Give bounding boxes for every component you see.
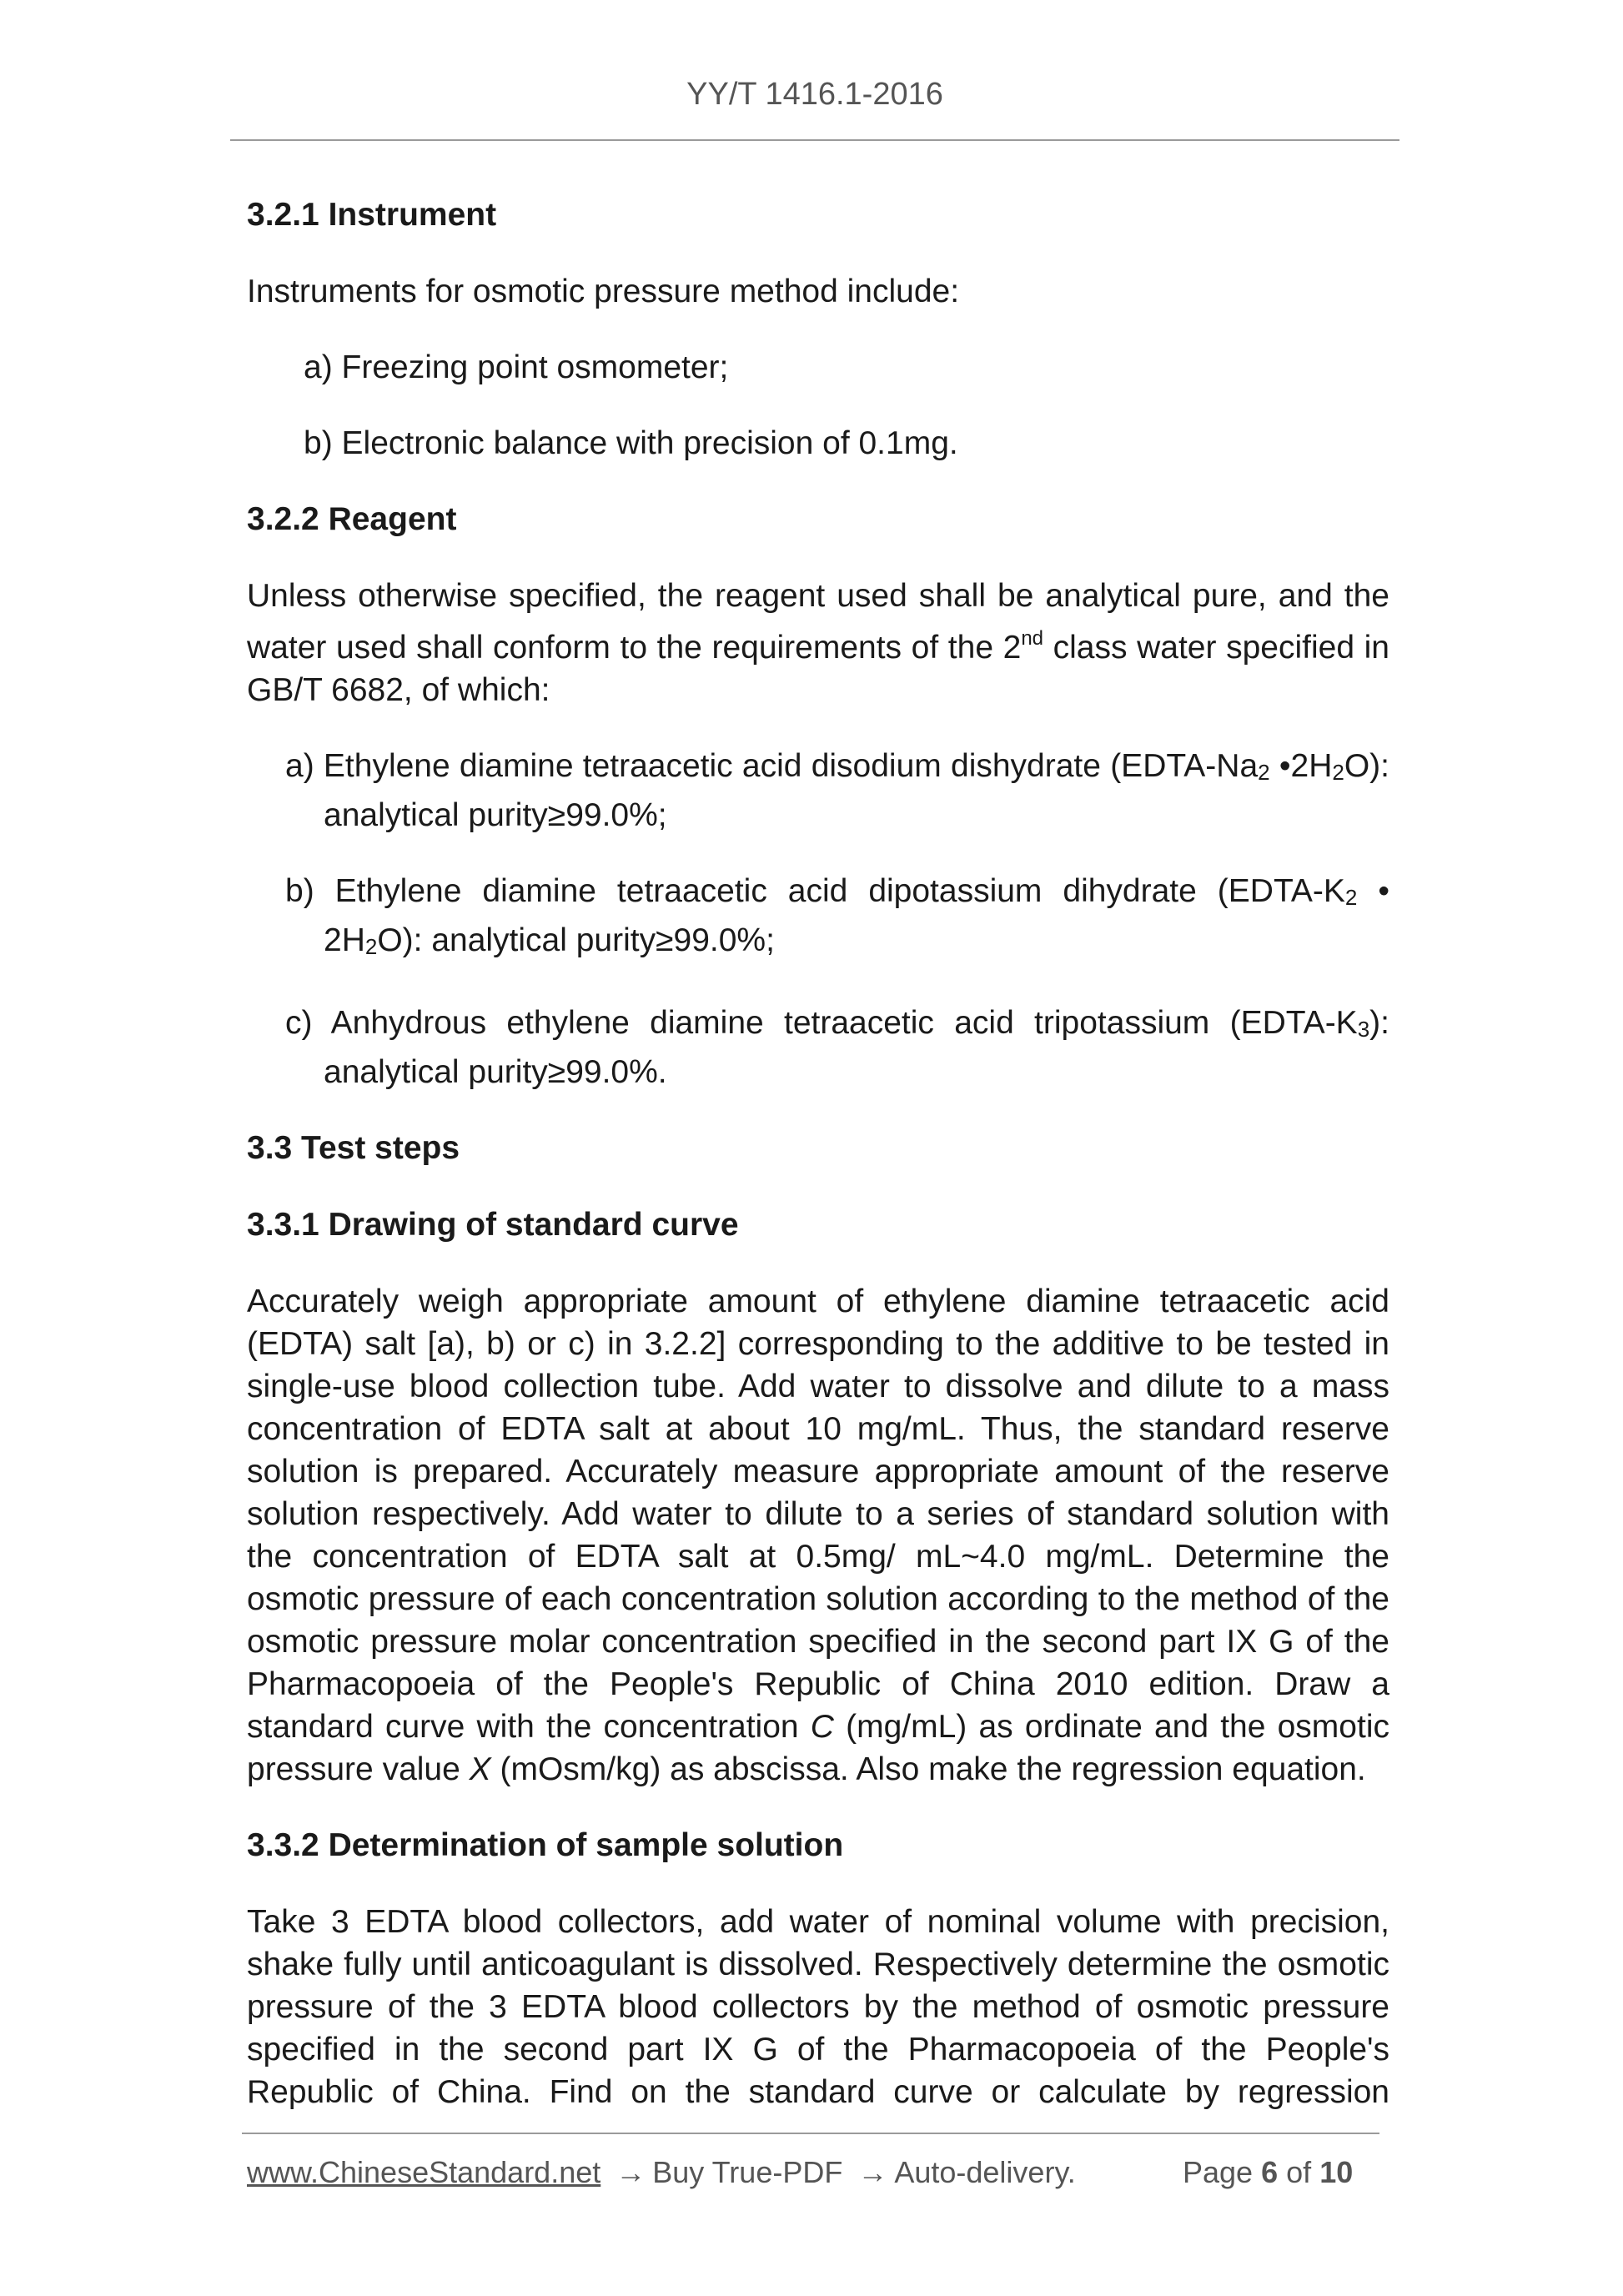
reagent-item-c: c) Anhydrous ethylene diamine tetraacetic acid tripotassium (EDTA-K3): analytical purity≥99.0%. xyxy=(285,1005,1389,1090)
reagent-item-b: b) Ethylene diamine tetraacetic acid dipotassium dihydrate (EDTA-K2 • 2H2O): analytical purity≥99.0%; xyxy=(285,873,1389,959)
footer-promo xyxy=(247,2155,1076,2190)
auto-delivery-text: Auto-delivery. xyxy=(894,2155,1076,2189)
header-divider xyxy=(230,139,1399,141)
current-page: 6 xyxy=(1261,2155,1279,2189)
section-3-2-2-heading: 3.2.2 Reagent xyxy=(247,501,457,537)
page-content xyxy=(247,193,1389,2113)
total-pages: 10 xyxy=(1319,2155,1354,2189)
sample-solution-paragraph: Take 3 EDTA blood collectors, add water of nominal volume with precision, shake fully until anticoagulant is dissolved. Respectively determine the osmotic pressure of the 3 EDTA blood collectors by the method of osmotic pressure specified in the second part IX G of the Pharmacopoeia of the People's Republic of China. Find on the standard curve or calculate by regression xyxy=(247,1904,1389,2110)
section-3-3-1-heading: 3.3.1 Drawing of standard curve xyxy=(247,1207,739,1243)
site-link[interactable]: www.ChineseStandard.net xyxy=(247,2155,601,2189)
reagent-item-a: a) Ethylene diamine tetraacetic acid disodium dishydrate (EDTA-Na2 •2H2O): analytical purity≥99.0%; xyxy=(285,748,1389,833)
standard-curve-paragraph: Accurately weigh appropriate amount of ethylene diamine tetraacetic acid (EDTA) salt [a), b) or c) in 3.2.2] corresponding to the additive to be tested in single-use blood collection tube. Add water to dissolve and dilute to a mass concentration of EDTA salt at about 10 mg/mL. Thus, the standard reserve solution is prepared. Accurately measure appropriate amount of the reserve solution respectively. Add water to dilute to a series of standard solution with the concentration of EDTA salt at 0.5mg/ mL~4.0 mg/mL. Determine the osmotic pressure of each concentration solution according to the method of the osmotic pressure molar concentration specified in the second part IX G of the Pharmacopoeia of the People's Republic of China 2010 edition. Draw a standard curve with the concentration C (mg/mL) as ordinate and the osmotic pressure value X (mOsm/kg) as abscissa. Also make the regression equation. xyxy=(247,1284,1389,1787)
page-number: Page 6 of 10 xyxy=(1183,2155,1354,2189)
footer-divider xyxy=(242,2133,1379,2134)
section-3-2-1-heading: 3.2.1 Instrument xyxy=(247,197,497,233)
instrument-item-b: b) Electronic balance with precision of 0.1mg. xyxy=(304,425,958,461)
instrument-intro: Instruments for osmotic pressure method include: xyxy=(247,274,960,309)
arrow-right-icon: → xyxy=(616,2155,646,2189)
section-3-3-2-heading: 3.3.2 Determination of sample solution xyxy=(247,1827,844,1863)
instrument-item-a: a) Freezing point osmometer; xyxy=(304,349,729,385)
arrow-right-icon: → xyxy=(857,2155,888,2189)
buy-pdf-text: Buy True-PDF xyxy=(652,2155,843,2189)
section-3-3-heading: 3.3 Test steps xyxy=(247,1130,460,1166)
reagent-paragraph: Unless otherwise specified, the reagent used shall be analytical pure, and the water used shall conform to the requirements of the 2nd class water specified in GB/T 6682, of which: xyxy=(247,578,1389,708)
document-id-header: YY/T 1416.1-2016 xyxy=(686,77,943,112)
